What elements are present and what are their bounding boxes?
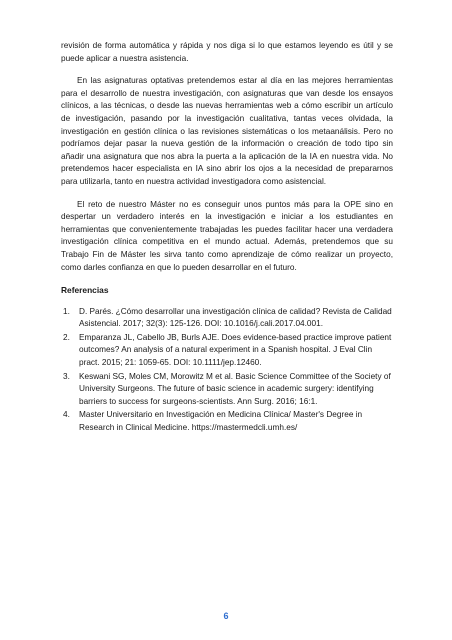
reference-item (61, 306, 393, 331)
reference-number: 2. (63, 332, 70, 342)
reference-number: 3. (63, 371, 70, 381)
body-paragraph-2: En las asignaturas optativas pretendemos estar al día en las mejores herramientas para el desarrollo de nuestra investigación, con asignaturas que van desde los ensayos clínicos, a las técnicas, o desde las nuevas herramientas web a cómo escribir un artículo de investigación, pasando por la investigación cualitativa, tantas veces olvidada, la investigación en gestión clínica o las revisiones sistemáticas o los metaanálisis. Pero no podríamos dejar pasar la nueva gestión de la información o creación de todo tipo sin añadir una asignatura que nos abra la puerta a la aplicación de la IA en nuestra vida. No pretendemos hacer especialista en IA sino abrir los ojos a la necesidad de prepararnos para utilizarla, tanto en nuestra actividad investigadora como asistencial. (61, 76, 393, 186)
reference-text: Emparanza JL, Cabello JB, Burls AJE. Does evidence-based practice improve patient outcomes? An analysis of a natural experiment in a Spanish hospital. J Eval Clin pract. 2015; 21: 1059-65. DOI: 10.1111/jep.12460. (79, 332, 392, 368)
reference-item (61, 332, 393, 370)
reference-text: Master Universitario en Investigación en Medicina Clínica/ Master's Degree in Research in Clinical Medicine. https://mastermedcli.umh.es/ (79, 410, 363, 433)
document-page (61, 40, 393, 436)
reference-item (61, 409, 393, 434)
body-paragraph-3: El reto de nuestro Máster no es conseguir unos puntos más para la OPE sino en despertar un verdadero interés en la investigación e iniciar a los estudiantes en herramientas que convenientemente trabajadas les puedes facilitar hacer una verdadera investigación clínica competitiva en el mundo actual. Además, pretendemos que su Trabajo Fin de Máster les sirva tanto como aprendizaje de cómo realizar un proyecto, como darles confianza en que lo pueden desarrollar en el futuro. (61, 199, 393, 272)
reference-item (61, 371, 393, 409)
page-number: 6 (223, 611, 229, 621)
reference-text: D. Parés. ¿Cómo desarrollar una investigación clínica de calidad? Revista de Calidad Asistencial. 2017; 32(3): 125-126. DOI: 10.1016/j.cali.2017.04.001. (79, 306, 392, 329)
reference-text: Keswani SG, Moles CM, Morowitz M et al. Basic Science Committee of the Society of University Surgeons. The future of basic science in academic surgery: identifying barriers to success for surgeons-scientists. Ann Surg. 2016; 16:1. (79, 371, 391, 406)
reference-number: 1. (63, 306, 70, 316)
body-paragraph-1: revisión de forma automática y rápida y nos diga si lo que estamos leyendo es útil y se puede aplicar a nuestra asistencia. (61, 41, 393, 63)
references-list (61, 306, 393, 435)
references-heading: Referencias (61, 285, 109, 296)
reference-number: 4. (63, 410, 70, 420)
